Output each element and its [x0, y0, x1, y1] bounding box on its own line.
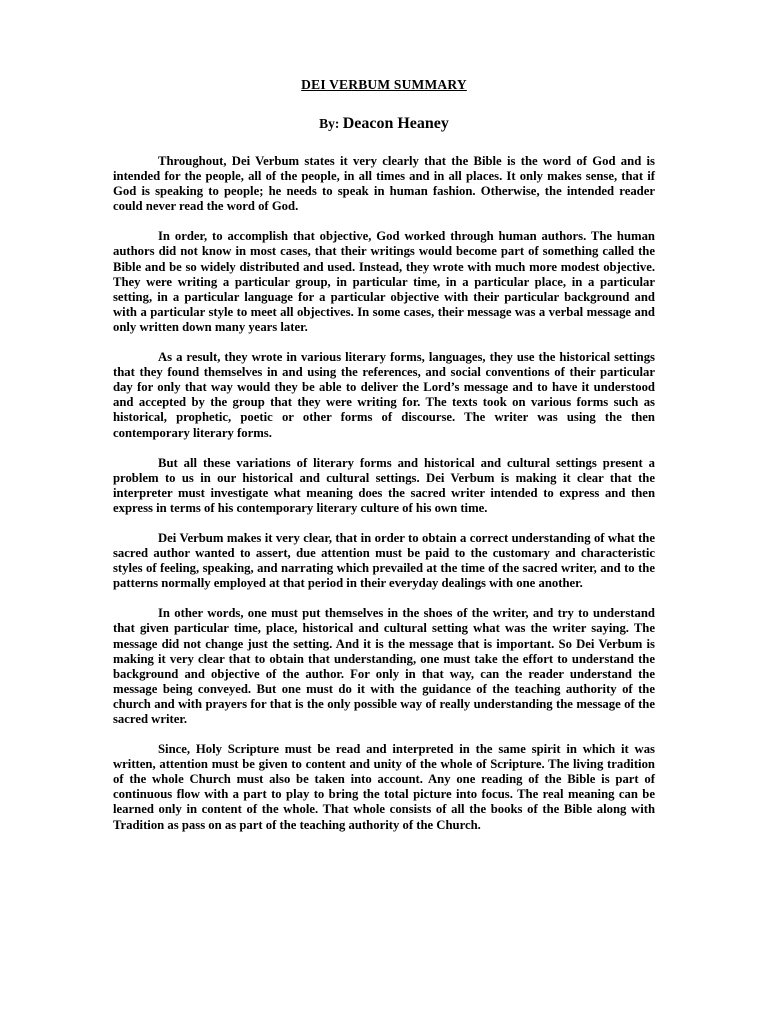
- document-byline: [113, 114, 655, 134]
- paragraph-1: Throughout, Dei Verbum states it very clearly that the Bible is the word of God and is intended for the people, all of the people, in all times and in all places. It only makes sense, that if God is speaking to people; he needs to speak in human fashion. Otherwise, the intended reader could never read the word of God.: [113, 154, 655, 214]
- paragraph-3: As a result, they wrote in various literary forms, languages, they use the historical settings that they found themselves in and using the references, and social conventions of their particular day for only that way would they be able to deliver the Lord’s message and to have it understood and accepted by the group that they were writing for. The texts took on various forms such as historical, prophetic, poetic or other forms of discourse. The writer was using the then contemporary literary forms.: [113, 350, 655, 440]
- paragraph-6: In other words, one must put themselves in the shoes of the writer, and try to understand that given particular time, place, historical and cultural setting what was the writer saying. The message did not change just the setting. And it is the message that is important. So Dei Verbum is making it very clear that to obtain that understanding, one must take the effort to understand the background and objective of the author. For only in that way, can the reader understand the message being conveyed. But one must do it with the guidance of the teaching authority of the church and with prayers for that is the only possible way of really understanding the message of the sacred writer.: [113, 606, 655, 726]
- paragraph-2: In order, to accomplish that objective, God worked through human authors. The human authors did not know in most cases, that their writings would become part of something called the Bible and be so widely distributed and used. Instead, they wrote with much more modest objective. They were writing a particular group, in particular time, in a particular place, in a particular setting, in a particular language for a particular objective with their particular background and with a particular style to meet all objectives. In some cases, their message was a verbal message and only written down many years later.: [113, 229, 655, 334]
- document-title: DEI VERBUM SUMMARY: [301, 77, 467, 92]
- byline-prefix: By:: [319, 116, 343, 131]
- author-name: Deacon Heaney: [342, 115, 449, 132]
- paragraph-7: Since, Holy Scripture must be read and interpreted in the same spirit in which it was written, attention must be given to content and unity of the whole of Scripture. The living tradition of the whole Church must also be taken into account. Any one reading of the Bible is part of continuous flow with a part to play to bring the total picture into focus. The real meaning can be learned only in content of the whole. That whole consists of all the books of the Bible along with Tradition as pass on as part of the teaching authority of the Church.: [113, 742, 655, 832]
- paragraph-4: But all these variations of literary forms and historical and cultural settings present a problem to us in our historical and cultural settings. Dei Verbum is making it clear that the interpreter must investigate what meaning does the sacred writer intended to express and then express in terms of his contemporary literary culture of his own time.: [113, 455, 655, 515]
- document-page: [113, 76, 655, 848]
- paragraph-5: Dei Verbum makes it very clear, that in order to obtain a correct understanding of what the sacred author wanted to assert, due attention must be paid to the customary and characteristic styles of feeling, speaking, and narrating which prevailed at the time of the sacred writer, and to the patterns normally employed at that period in their everyday dealings with one another.: [113, 530, 655, 591]
